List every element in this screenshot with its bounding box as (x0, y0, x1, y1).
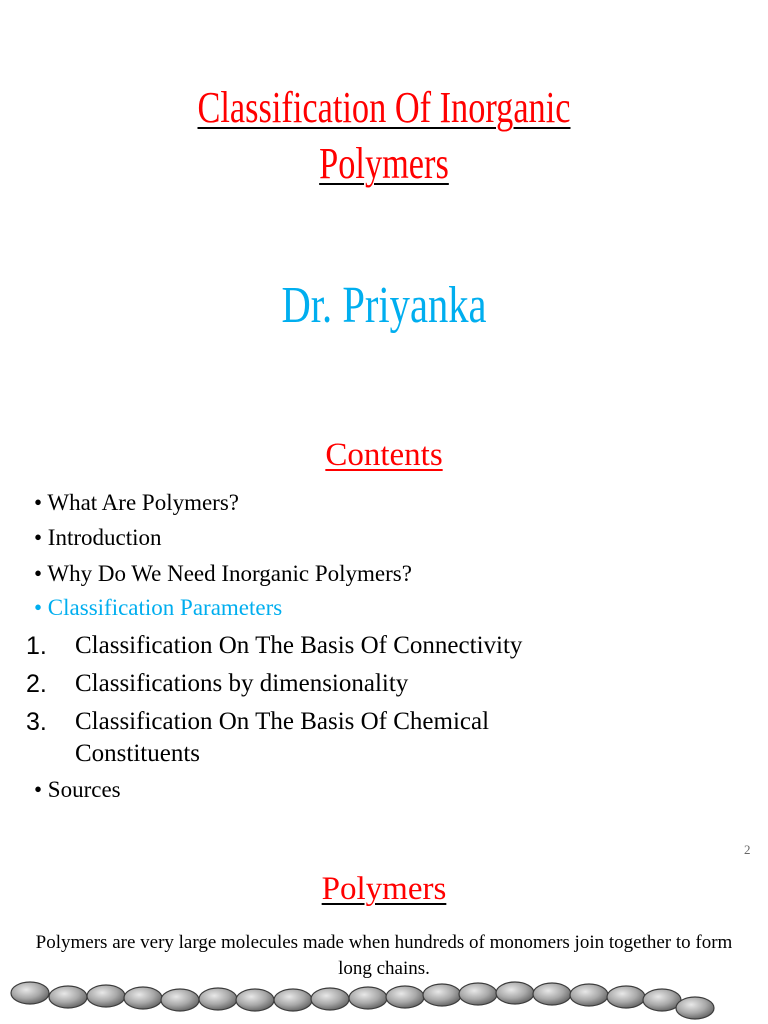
chain-bead (274, 989, 312, 1011)
page-number: 2 (744, 842, 751, 857)
chain-bead (49, 986, 87, 1008)
author-name: Dr. Priyanka (281, 277, 487, 334)
polymer-chain-illustration (0, 976, 768, 1024)
chain-bead (11, 982, 49, 1004)
numbered-item-text: Classification On The Basis Of Chemical Constituents (75, 708, 490, 767)
chain-bead (124, 987, 162, 1009)
chain-bead (386, 986, 424, 1008)
chain-bead (236, 989, 274, 1011)
numbered-item-number: 3. (26, 708, 47, 736)
contents-bullet: • Sources (34, 777, 121, 802)
contents-heading: Contents (325, 437, 443, 473)
chain-bead (676, 997, 714, 1019)
chain-bead (643, 989, 681, 1011)
numbered-item-text: Classification On The Basis Of Connectivity (75, 632, 523, 659)
title-line-1: Classification Of Inorganic (197, 83, 571, 132)
chain-bead (161, 989, 199, 1011)
chain-bead (607, 986, 645, 1008)
chain-bead (199, 988, 237, 1010)
slide-title (84, 80, 683, 192)
chain-bead (533, 983, 571, 1005)
chain-bead (496, 982, 534, 1004)
title-line-2: Polymers (319, 139, 449, 188)
contents-bullet-highlighted: • Classification Parameters (34, 595, 283, 620)
numbered-item-number: 1. (26, 632, 47, 660)
chain-bead (570, 984, 608, 1006)
contents-bullet: • Introduction (34, 525, 162, 550)
contents-bullet: • What Are Polymers? (34, 490, 240, 515)
chain-bead (349, 987, 387, 1009)
chain-bead (423, 984, 461, 1006)
chain-bead (311, 988, 349, 1010)
polymers-description: Polymers are very large molecules made when hundreds of monomers join together to form long chains. (35, 932, 733, 979)
chain-bead (459, 983, 497, 1005)
numbered-item-number: 2. (26, 670, 47, 698)
contents-bullet: • Why Do We Need Inorganic Polymers? (34, 561, 412, 586)
numbered-item-text: Classifications by dimensionality (75, 670, 409, 697)
chain-bead (87, 985, 125, 1007)
polymers-heading: Polymers (321, 871, 447, 907)
